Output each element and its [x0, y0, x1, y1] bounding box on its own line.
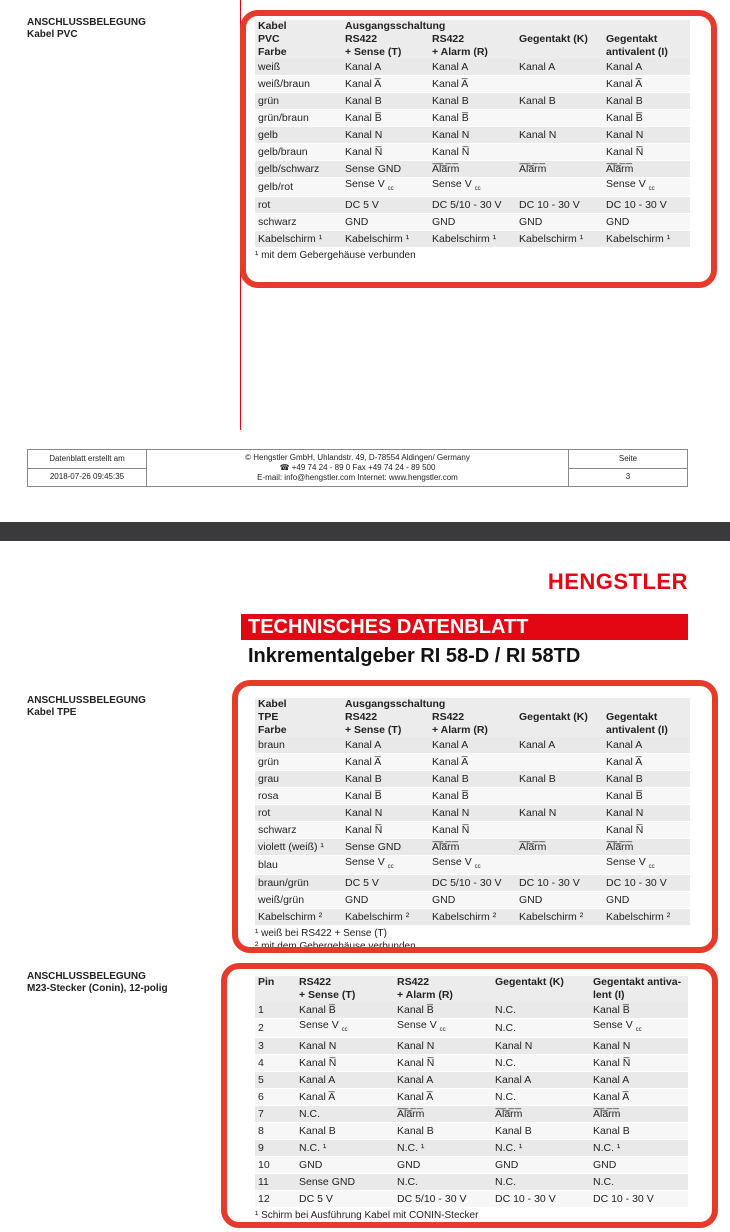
table-cell: GND [492, 1157, 590, 1174]
table-cell: Kanal A [603, 737, 690, 754]
table-cell: gelb/schwarz [255, 161, 342, 178]
table-cell: DC 5 V [296, 1191, 394, 1208]
table-cell: rot [255, 197, 342, 214]
table-cell: Kanal A̅ [394, 1089, 492, 1106]
table-cell: 8 [255, 1123, 296, 1140]
table-cell: N.C. [492, 1055, 590, 1072]
table-cell: Kanal N [603, 805, 690, 822]
table-cell: Kanal B̅ [394, 1002, 492, 1019]
table-cell: Kanal N̅ [394, 1055, 492, 1072]
table-cell: GND [342, 214, 429, 231]
header-rs422-alarm: RS422 + Alarm (R) [432, 711, 488, 736]
table-cell: Kanal B [603, 771, 690, 788]
table-cell: 1 [255, 1002, 296, 1019]
table-cell: N.C. [492, 1019, 590, 1038]
table-cell: Kabelschirm ¹ [603, 231, 690, 248]
table-cell: 7 [255, 1106, 296, 1123]
footer-created-value: 2018-07-26 09:45:35 [28, 468, 147, 487]
table-cell: braun/grün [255, 875, 342, 892]
table-cell: Sense V $_{cc}$ [342, 856, 429, 875]
footer-page-value: 3 [569, 468, 688, 487]
page-separator [0, 522, 730, 541]
table-cell: rot [255, 805, 342, 822]
table-cell: DC 5 V [342, 197, 429, 214]
table-cell: Kanal B̅ [429, 110, 516, 127]
table-cell: gelb/rot [255, 178, 342, 197]
table-cell: Kanal B̅ [603, 788, 690, 805]
doc-type-banner: TECHNISCHES DATENBLATT [241, 614, 688, 640]
table-cell: Sense V $_{cc}$ [590, 1019, 688, 1038]
table-cell: violett (weiß) ¹ [255, 839, 342, 856]
table-cell: Kanal B [590, 1123, 688, 1140]
table-cell: DC 10 - 30 V [603, 197, 690, 214]
table-cell: 12 [255, 1191, 296, 1208]
table-cell: Kanal A [429, 737, 516, 754]
header-pin: Pin [255, 976, 296, 1002]
table-cell: Kanal B [342, 93, 429, 110]
table-cell: Kanal A [603, 59, 690, 76]
highlight-frame-pvc [240, 10, 717, 288]
table-cell: A̅l̅a̅r̅m̅ [429, 161, 516, 178]
table-cell: N.C. [394, 1174, 492, 1191]
table-cell: Kanal N [429, 127, 516, 144]
table-cell: Kanal B [342, 771, 429, 788]
table-cell: DC 5/10 - 30 V [394, 1191, 492, 1208]
table-cell: Kabelschirm ¹ [255, 231, 342, 248]
table-cell: Sense V $_{cc}$ [296, 1019, 394, 1038]
table-cell: Kanal B̅ [296, 1002, 394, 1019]
table-cell: Kabelschirm ² [516, 909, 603, 926]
table-cell: A̅l̅a̅r̅m̅ [603, 161, 690, 178]
header-gegentakt: Gegentakt (K) [519, 711, 588, 723]
table-cell: DC 5/10 - 30 V [429, 197, 516, 214]
table-cell: Kanal B̅ [590, 1002, 688, 1019]
table-cell: A̅l̅a̅r̅m̅ [603, 839, 690, 856]
table-cell: Kabelschirm ¹ [516, 231, 603, 248]
table-cell: Sense GND [296, 1174, 394, 1191]
table-cell: GND [603, 214, 690, 231]
table-cell: Kanal N [603, 127, 690, 144]
header-rs422-sense: RS422 + Sense (T) [345, 33, 402, 58]
table-cell: Kabelschirm ² [603, 909, 690, 926]
header-rs422-sense: RS422 + Sense (T) [345, 711, 402, 736]
table-cell: Kanal N̅ [590, 1055, 688, 1072]
table-cell: Kabelschirm ² [429, 909, 516, 926]
table-cell: Kanal N [342, 127, 429, 144]
table-cell: 4 [255, 1055, 296, 1072]
table-cell: Kabelschirm ¹ [429, 231, 516, 248]
table-cell: Kanal A [516, 59, 603, 76]
table-cell: Kanal N̅ [429, 144, 516, 161]
table-cell: GND [516, 214, 603, 231]
table-cell: Sense GND [342, 161, 429, 178]
table-cell: Sense GND [342, 839, 429, 856]
table-cell: schwarz [255, 822, 342, 839]
header-group: Ausgangsschaltung RS422 + Sense (T) RS422 + Alarm (R) Gegentakt (K) Gegentakt antivalent (I) [342, 20, 690, 59]
table-cell: Sense V $_{cc}$ [342, 178, 429, 197]
table-cell: Sense V $_{cc}$ [429, 178, 516, 197]
table-cell: Kanal N̅ [603, 144, 690, 161]
table-cell: GND [342, 892, 429, 909]
table-cell: A̅l̅a̅r̅m̅ [590, 1106, 688, 1123]
table-cell: Kanal B [296, 1123, 394, 1140]
table-cell: Kanal A [296, 1072, 394, 1089]
table-cell: 5 [255, 1072, 296, 1089]
table-cell: N.C. ¹ [394, 1140, 492, 1157]
table-cell: braun [255, 737, 342, 754]
table-cell: weiß/braun [255, 76, 342, 93]
table-cell: Kanal N̅ [342, 822, 429, 839]
table-cell: Kanal B [516, 93, 603, 110]
table-cell: Kabelschirm ¹ [342, 231, 429, 248]
table-cell: Kanal B [516, 771, 603, 788]
table-cell: Kanal N̅ [429, 822, 516, 839]
table-cell: gelb/braun [255, 144, 342, 161]
section-label-tpe: ANSCHLUSSBELEGUNG Kabel TPE [27, 695, 146, 718]
table-cell: Kanal A [342, 737, 429, 754]
table-cell: Kanal A [342, 59, 429, 76]
table-cell: GND [603, 892, 690, 909]
header-gegentakt: Gegentakt (K) [519, 33, 588, 45]
table-cell: Kanal A̅ [342, 754, 429, 771]
table-cell: GND [590, 1157, 688, 1174]
table-cell: N.C. [492, 1174, 590, 1191]
table-cell: Kanal N [516, 127, 603, 144]
table-cell: grau [255, 771, 342, 788]
table-cell: Kanal A̅ [296, 1089, 394, 1106]
table-cell: DC 10 - 30 V [516, 197, 603, 214]
brand-logo: HENGSTLER [547, 569, 688, 594]
page-footer [27, 449, 688, 487]
table-cell: N.C. [492, 1089, 590, 1106]
table-cell: blau [255, 856, 342, 875]
table-cell: DC 10 - 30 V [516, 875, 603, 892]
table-cell: Kanal N [516, 805, 603, 822]
table-cell: weiß [255, 59, 342, 76]
table-cell: DC 10 - 30 V [590, 1191, 688, 1208]
table-cell: N.C. ¹ [296, 1140, 394, 1157]
table-cell: 9 [255, 1140, 296, 1157]
table-cell: GND [429, 892, 516, 909]
table-cell: 11 [255, 1174, 296, 1191]
table-cell: Kanal A̅ [603, 754, 690, 771]
product-title: Inkrementalgeber RI 58-D / RI 58TD [248, 645, 581, 667]
table-cell: Kanal N̅ [342, 144, 429, 161]
table-cell: N.C. [492, 1002, 590, 1019]
header-rs422-alarm: RS422 + Alarm (R) [394, 976, 492, 1002]
header-gegentakt: Gegentakt (K) [492, 976, 590, 1002]
table-cell: GND [394, 1157, 492, 1174]
footer-created-label: Datenblatt erstellt am [28, 450, 147, 469]
table-cell: grün/braun [255, 110, 342, 127]
table-cell: 3 [255, 1038, 296, 1055]
table-cell: A̅l̅a̅r̅m̅ [394, 1106, 492, 1123]
table-cell: A̅l̅a̅r̅m̅ [516, 839, 603, 856]
tpe-footnote-1: ¹ weiß bei RS422 + Sense (T) [255, 928, 387, 940]
table-cell: Kanal A [394, 1072, 492, 1089]
table-cell: DC 5 V [342, 875, 429, 892]
table-cell: Kanal A [492, 1072, 590, 1089]
table-cell: A̅l̅a̅r̅m̅ [492, 1106, 590, 1123]
table-cell: Kanal N [492, 1038, 590, 1055]
table-cell: grün [255, 754, 342, 771]
table-cell: N.C. [296, 1106, 394, 1123]
table-cell: Kanal A [429, 59, 516, 76]
table-cell: Kanal N [394, 1038, 492, 1055]
table-cell: Kanal A̅ [342, 76, 429, 93]
table-cell: Kanal N [296, 1038, 394, 1055]
header-antivalent: Gegentakt antivalent (I) [606, 33, 668, 58]
table-cell: Kanal B [394, 1123, 492, 1140]
table-cell: Kanal A [590, 1072, 688, 1089]
table-cell: Kanal B [603, 93, 690, 110]
table-cell: Sense V $_{cc}$ [603, 856, 690, 875]
table-cell: A̅l̅a̅r̅m̅ [516, 161, 603, 178]
table-cell: Kanal N̅ [603, 822, 690, 839]
table-cell: N.C. [590, 1174, 688, 1191]
header-antivalent: Gegentakt antivalent (I) [606, 711, 668, 736]
table-cell: schwarz [255, 214, 342, 231]
table-cell: Kanal B̅ [342, 110, 429, 127]
table-cell: Kanal B [429, 93, 516, 110]
highlight-frame-m23 [221, 963, 718, 1228]
table-cell: Kanal B̅ [342, 788, 429, 805]
table-cell: Kanal N [429, 805, 516, 822]
table-cell: Kabelschirm ² [255, 909, 342, 926]
table-cell: Kanal N̅ [296, 1055, 394, 1072]
table-cell: GND [296, 1157, 394, 1174]
table-cell: DC 10 - 30 V [492, 1191, 590, 1208]
table-cell: 2 [255, 1019, 296, 1038]
m23-footnote: ¹ Schirm bei Ausführung Kabel mit CONIN-Stecker [255, 1210, 479, 1222]
table-cell: Sense V $_{cc}$ [394, 1019, 492, 1038]
header-rs422-alarm: RS422 + Alarm (R) [432, 33, 488, 58]
highlight-frame-tpe [232, 680, 718, 953]
table-cell: N.C. ¹ [590, 1140, 688, 1157]
table-cell: Kanal A̅ [429, 754, 516, 771]
table-cell: weiß/grün [255, 892, 342, 909]
header-group: Ausgangsschaltung RS422 + Sense (T) RS422 + Alarm (R) Gegentakt (K) Gegentakt antivalent (I) [342, 698, 690, 737]
table-cell: gelb [255, 127, 342, 144]
header-kabel: Kabel TPE Farbe [255, 698, 342, 737]
table-cell: GND [516, 892, 603, 909]
table-cell: Kanal N [590, 1038, 688, 1055]
table-cell: rosa [255, 788, 342, 805]
section-label-m23: ANSCHLUSSBELEGUNG M23-Stecker (Conin), 12-polig [27, 971, 168, 994]
header-rs422-sense: RS422 + Sense (T) [296, 976, 394, 1002]
table-cell: Kanal B̅ [603, 110, 690, 127]
footer-company: © Hengstler GmbH, Uhlandstr. 49, D-78554 Aldingen/ Germany ☎ +49 74 24 - 89 0 Fax +49 74 24 - 89 500 E-mail: info@hengstler.com Internet: www.hengstler.com [147, 450, 569, 487]
table-cell: Kanal B [429, 771, 516, 788]
table-cell: GND [429, 214, 516, 231]
table-cell: A̅l̅a̅r̅m̅ [429, 839, 516, 856]
section-label-pvc: ANSCHLUSSBELEGUNG Kabel PVC [27, 17, 146, 40]
table-cell: Kabelschirm ² [342, 909, 429, 926]
table-cell: Kanal B [492, 1123, 590, 1140]
pvc-footnote: ¹ mit dem Gebergehäuse verbunden [255, 250, 416, 262]
table-cell: Kanal B̅ [429, 788, 516, 805]
table-cell: Kanal A̅ [590, 1089, 688, 1106]
table-cell: Kanal A̅ [603, 76, 690, 93]
table-cell: N.C. ¹ [492, 1140, 590, 1157]
table-cell: grün [255, 93, 342, 110]
table-cell: Kanal A̅ [429, 76, 516, 93]
table-cell: DC 5/10 - 30 V [429, 875, 516, 892]
header-antivalent: Gegentakt antiva- lent (I) [590, 976, 688, 1002]
table-cell: DC 10 - 30 V [603, 875, 690, 892]
tpe-footnote-2: ² mit dem Gebergehäuse verbunden [255, 941, 416, 953]
table-cell: 6 [255, 1089, 296, 1106]
table-cell: Kanal A [516, 737, 603, 754]
table-cell: Sense V $_{cc}$ [429, 856, 516, 875]
header-kabel: Kabel PVC Farbe [255, 20, 342, 59]
table-cell: Sense V $_{cc}$ [603, 178, 690, 197]
table-cell: Kanal N [342, 805, 429, 822]
footer-page-label: Seite [569, 450, 688, 469]
table-cell: 10 [255, 1157, 296, 1174]
